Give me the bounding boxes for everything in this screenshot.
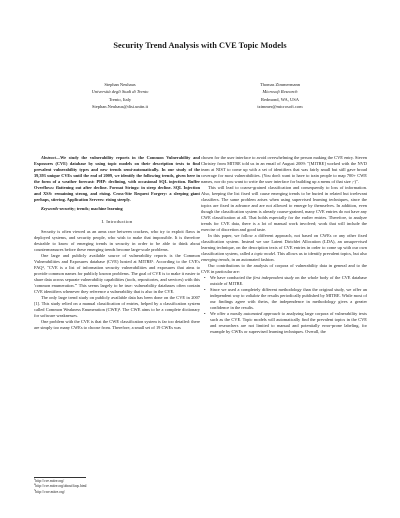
body-paragraph: Security is often viewed as an arms race between crackers, who try to exploit flaws in deployed systems, and security people, who wish to make that impossible. It is therefore desirable to know of emerging trends in security in order to be able to think about countermeasures before these emerging trends become large-scale problems. xyxy=(34,229,200,253)
emphasis: topic model xyxy=(254,251,276,257)
body-paragraph: chosen for the user interface to avoid overwhelming the person making the CVE entry. Steven Christey from MITRE told us in an email of August 2009: "[MITRE] worked with the NVD team at NIST to come up with a set of identifiers that was fairly small but still gave broad coverage for most vulnerabilities. (You don't want to have to train people to map 700+ CWE names, nor do you want to write the user interface for building up a menu of that size ;-)". xyxy=(201,155,367,185)
footnote-mark: 3 xyxy=(34,488,36,492)
text-run: the results periodically published by MITRE. While most of our findings agree with theirs, the independence in methodology gives a greater confidence in the results. xyxy=(210,293,367,311)
footnote-rule xyxy=(34,477,86,478)
text-run: . This allows us to identify prevalent topics, but also xyxy=(275,251,368,257)
author-city: Trento, Italy xyxy=(108,96,132,102)
abstract-text: —We study the vulnerability reports in the Common Vulnerability and Exposures (CVE) database by using topic models on their description texts to find prevalent vulnerability types and new trends semi-automatically. In our study of the 39,393 unique CVEs until the end of 2009, we identify the following trends, given here in the form of a weather forecast: PHP: declining, with occasional SQL injection. Buffer Overflows: flattening out after decline. Format Strings: in steep decline. SQL Injection and XSS: remaining strong, and rising. Cross-Site Request Forgery: a sleeping giant perhaps, stirring. Application Servers: rising steeply. xyxy=(34,155,200,203)
list-item xyxy=(210,311,367,335)
text-run: We offer a mostly xyxy=(210,311,244,317)
footnote-link[interactable]: http://cwe.mitre.org/ xyxy=(35,489,65,494)
text-run: on the whole body of the CVE database outside of MITRE. xyxy=(210,275,368,287)
body-paragraph: The only large trend study on publicly available data has been done on the CVE in 2007 [1]. This study relied on a manual classification of entries, helped by a classification system called Common Weakness Enumeration (CWE)³. The CWE aims to be a complete dictionary for software weaknesses. xyxy=(34,295,200,319)
emphasis: emerging trends xyxy=(201,257,230,263)
footnote-mark: 2 xyxy=(34,483,36,487)
list-item xyxy=(210,287,367,311)
text-run: learning technique, on the description texts of CVE entries in order to come up with our own classification system, called a xyxy=(201,245,367,257)
body-paragraph xyxy=(201,233,367,263)
author-block-1 xyxy=(40,81,200,111)
emphasis: first independent study xyxy=(253,275,294,281)
footnote-link[interactable]: http://cve.mitre.org/about/faqs.html xyxy=(35,484,87,489)
author-city: Redmond, WA, USA xyxy=(261,96,299,102)
author-affiliation: Università degli Studi di Trento xyxy=(91,89,149,95)
list-item xyxy=(210,275,367,287)
body-paragraph: This will lead to coarse-grained classification and consequently to loss of information. Also, keeping the list fixed will cause emerging trends to be buried in related but irrelevant classifiers. The same problem arises when using supervised learning techniques, since the topics are fixed in advance and are not allowed to emerge by themselves. In addition, even though the classification system is already coarse-grained, many CVE entries do not have any CWE classification at all. That holds especially for the earlier entries. Therefore, to analyze trends for CVE data, there is a lot of manual work involved; work that will include the exercise of discretion and good taste. xyxy=(201,185,367,233)
author-name: Thomas Zimmermann xyxy=(259,82,301,87)
author-email: Stephan.Neuhaus@disi.unitn.it xyxy=(91,104,148,110)
body-paragraph: One problem with the CVE is that the CWE classification system is far too detailed: there are simply too many CWEs to choose from. Therefore, a small set of 19 CWEs was xyxy=(34,319,200,331)
right-column xyxy=(201,155,367,335)
section-heading-introduction: I. Introduction xyxy=(101,219,133,225)
paper-title: Security Trend Analysis with CVE Topic Models xyxy=(113,41,287,50)
keywords-text: -security; trends; machine learning xyxy=(58,206,123,212)
emphasis: validate xyxy=(245,293,260,299)
keywords-lead: Keywords xyxy=(41,206,59,212)
keywords xyxy=(34,206,200,212)
text-run: to analyzing large corpora of vulnerability texts such as the CVE. Topic models will automatically find the prevalent topics in the CVE and researchers are not limited to manual and potentially error-prone labeling, for example by CWEs or supervised learning techniques. Overall, the xyxy=(210,311,367,335)
left-column xyxy=(34,155,200,331)
author-affiliation: Microsoft Research xyxy=(262,89,298,95)
emphasis: automated approach xyxy=(243,311,281,317)
abstract-lead: Abstract xyxy=(41,155,56,160)
author-name: Stephan Neuhaus xyxy=(104,82,136,87)
body-paragraph: One large and publicly available source of vulnerability reports is the Common Vulnerabilities and Exposures database (CVE) hosted at MITRE¹. According to the CVE's FAQ², "CVE is a list of information security vulnerabilities and exposures that aims to provide common names for publicly known problems. The goal of CVE is to make it easier to share data across separate vulnerability capabilities (tools, repositories, and services) with this 'common enumeration.'" This seems largely to be true: vulnerability databases often contain CVE identifiers whenever they reference a vulnerability that is also in the CVE. xyxy=(34,253,200,295)
text-run: We have conducted the xyxy=(210,275,254,281)
text-run: In this paper, we follow a different approach, not based on CWEs or any other fixed classification system. Instead we use Latent Dirichlet Allocation (LDA), an xyxy=(201,233,367,245)
contribution-list xyxy=(201,275,367,335)
text-run: Since we used a completely different methodology than the original study, we offer an independent way to xyxy=(210,287,367,299)
footnote-mark: 1 xyxy=(34,477,36,481)
abstract xyxy=(34,155,200,203)
footnote xyxy=(34,490,200,495)
author-email: tzimmer@microsoft.com xyxy=(257,104,303,110)
author-block-2 xyxy=(200,81,360,111)
emphasis: unsupervised xyxy=(343,239,367,245)
text-run: , in an automated fashion. xyxy=(229,257,275,263)
body-paragraph: Our contributions to the analysis of corpora of vulnerability data in general and to the CVE in particular are: xyxy=(201,263,367,275)
footnotes xyxy=(34,479,200,495)
footnote-link[interactable]: http://cve.mitre.org/ xyxy=(35,479,65,483)
